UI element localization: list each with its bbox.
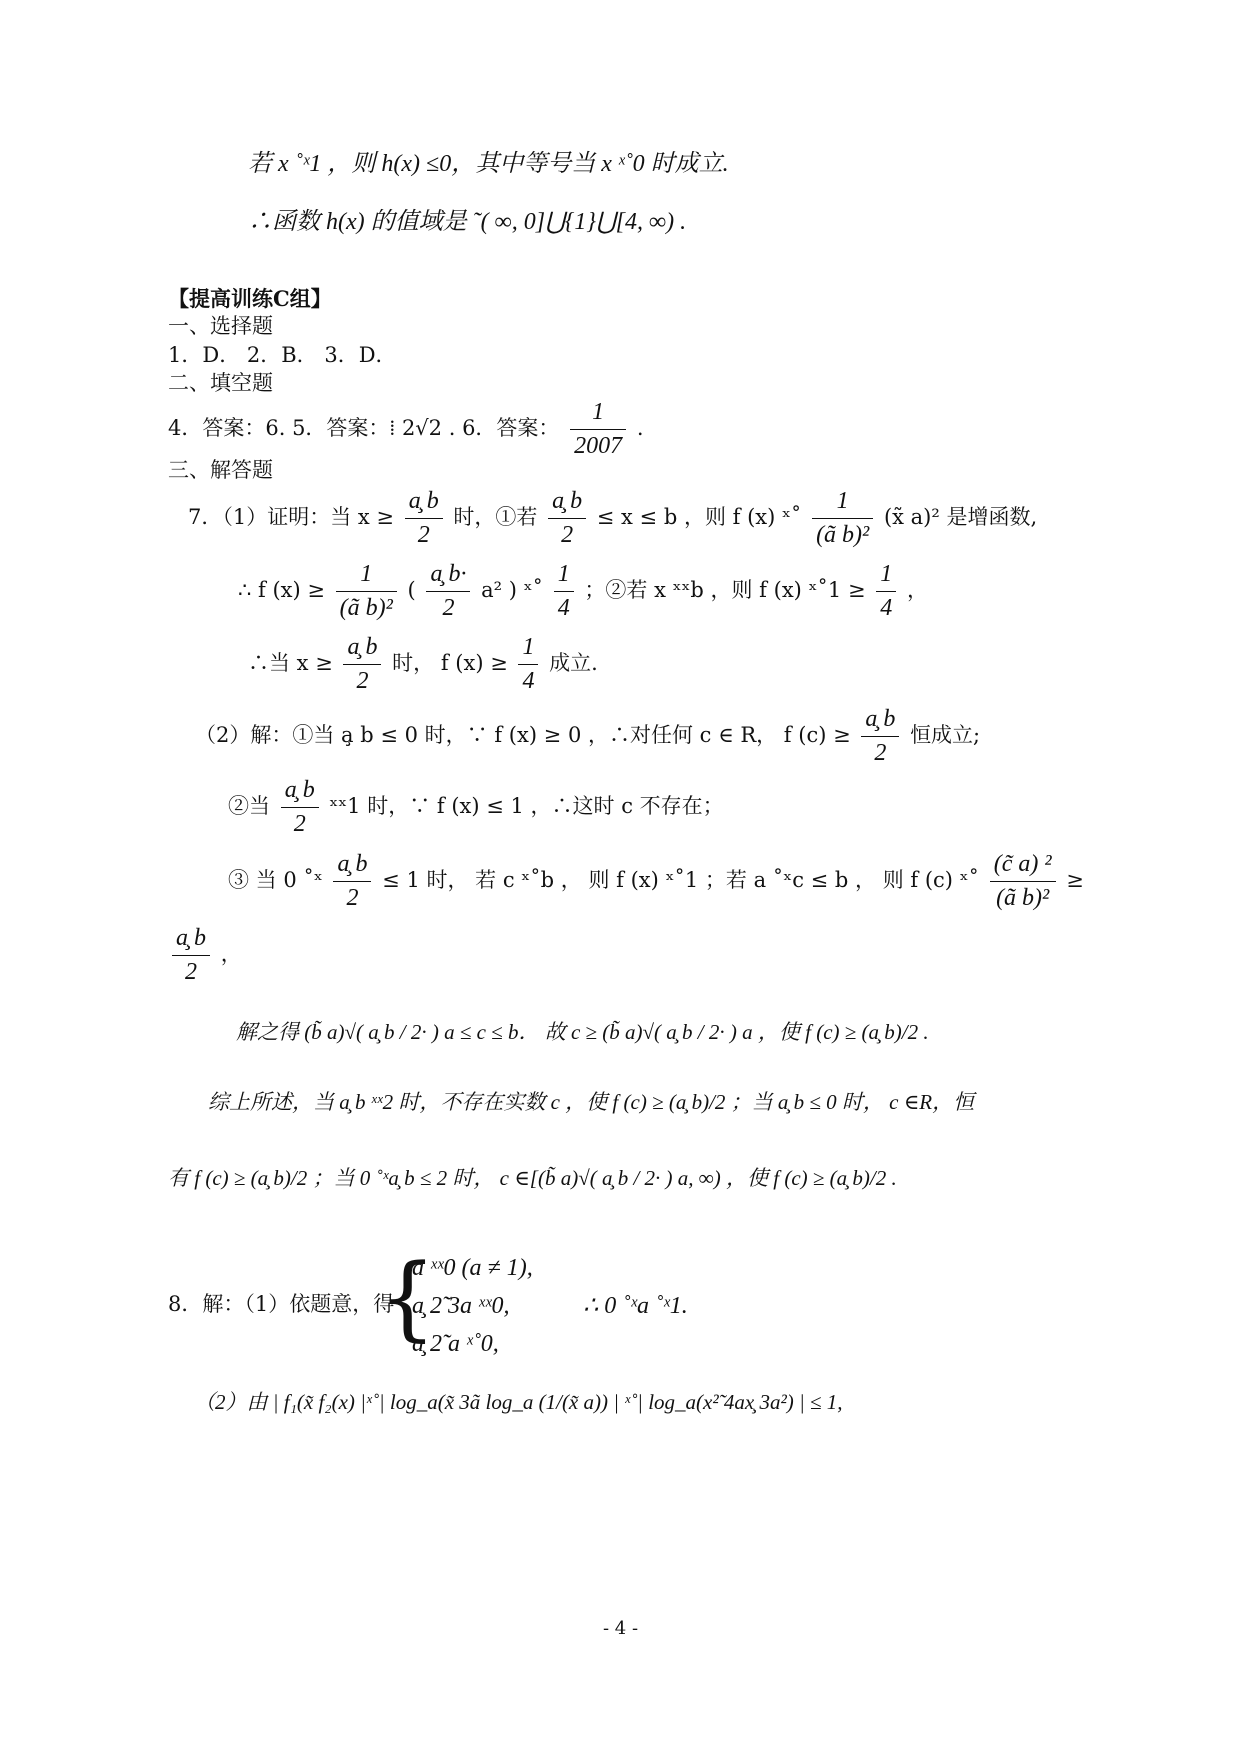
text: 时，①若 [453, 504, 538, 529]
text: ≤ x ≤ b ，则 f (x) ˣ˚ [596, 504, 802, 529]
text: ∴ f (x) ≥ [238, 577, 325, 602]
den: (ã b)² [996, 884, 1050, 911]
fraction [548, 487, 586, 550]
text: ②当 [228, 793, 270, 818]
den: 2 [561, 521, 574, 548]
text: （2）解：①当 a̧ b ≤ 0 时，∵ f (x) ≥ 0 ，∴对任何 c ∈ R， f (c) ≥ [195, 722, 851, 747]
text: 7．（1）证明：当 x ≥ [188, 504, 395, 529]
text: ≥ [1066, 867, 1084, 892]
answers-part-2-text: 4．答案：6. 5．答案：⁞ 2√2 . 6．答案： [168, 415, 560, 440]
num: a̧ b [861, 705, 899, 737]
den: 4 [522, 667, 535, 694]
q7-line-7 [168, 924, 242, 987]
num: a̧ b [548, 487, 586, 519]
num: a̧ b [405, 487, 443, 519]
num: a̧ b [343, 633, 381, 665]
text: ， [906, 577, 928, 602]
fraction [861, 705, 899, 768]
q7-line-3 [248, 633, 598, 696]
q7-line-8: 解之得 (b̃ a)√( a̧ b / 2· ) a ≤ c ≤ b． 故 c ≥ (b̃ a)√( a̧ b / 2· ) a ，使 f (c) ≥ (a̧ b)/2 . [236, 1020, 929, 1044]
text: ③ 当 0 ˚ˣ [228, 867, 323, 892]
text: ˣˣ1 时，∵ f (x) ≤ 1 ，∴这时 c 不存在； [329, 793, 724, 818]
text: 恒成立; [910, 722, 981, 747]
answer-6-fraction [570, 398, 626, 461]
q7-line-5 [228, 776, 724, 839]
fraction [172, 924, 210, 987]
fraction [554, 560, 574, 623]
den: 2 [293, 810, 306, 837]
num: 1 [336, 560, 397, 592]
text: ≤ 1 时， 若 c ˣ˚b ， 则 f (x) ˣ˚1 ；若 a ˚ˣc ≤ b ， 则 f (c) ˣ˚ [382, 867, 980, 892]
num: a̧ b [333, 850, 371, 882]
num: a̧ b [281, 776, 319, 808]
q8-conclusion: ∴ 0 ˚ˣa ˚ˣ1. [583, 1293, 688, 1319]
q8-case-3: a̧ 2̃ a ˣ˚0, [412, 1331, 499, 1357]
fraction [281, 776, 319, 839]
den: (ã b)² [339, 594, 393, 621]
text: ∴当 x ≥ [248, 650, 333, 675]
num: 1 [812, 487, 873, 519]
q7-line-4 [195, 705, 980, 768]
q8-case-1: a ˣˣ0 (a ≠ 1), [412, 1255, 533, 1281]
den: 2 [417, 521, 430, 548]
text: 成立. [549, 650, 598, 675]
den: 2 [346, 884, 359, 911]
part-2-heading: 二、填空题 [168, 371, 273, 395]
q7-line-6 [228, 850, 1084, 913]
q8-label: 8．解：（1）依题意，得 [168, 1292, 395, 1316]
q7-line-10: 有 f (c) ≥ (a̧ b)/2 ；当 0 ˚ˣa̧ b ≤ 2 时， c ∈[(b̃ a)√( a̧ b / 2· ) a, ∞) ，使 f (c) ≥ (a̧ b)/2 . [168, 1166, 897, 1190]
fraction [343, 633, 381, 696]
text: ( [407, 577, 416, 602]
num: a̧ b [172, 924, 210, 956]
fraction [990, 850, 1056, 913]
part-3-heading: 三、解答题 [168, 458, 273, 482]
den: 2 [185, 958, 197, 985]
answers-part-1: 1．D． 2．B． 3．D． [168, 343, 397, 367]
answers-part-2-end: . [636, 415, 644, 440]
text: a² ) ˣ˚ [481, 577, 544, 602]
part-1-heading: 一、选择题 [168, 314, 273, 338]
q8-line-2: （2）由 | f₁(x̃ f₂(x) |ˣ˚| log_a(x̃ 3ã log_a (1/(x̃ a)) | ˣ˚| log_a(x²̃ 4ax̧ 3a²) | ≤ 1, [194, 1390, 843, 1414]
num: a̧ b· [426, 560, 470, 592]
fraction [333, 850, 371, 913]
page-number: - 4 - [602, 1618, 639, 1639]
text: ；②若 x ˣˣb ，则 f (x) ˣ˚1 ≥ [584, 577, 866, 602]
den: 2 [442, 594, 455, 621]
answers-part-2 [168, 398, 644, 461]
num: 1 [876, 560, 896, 592]
q7-line-1 [188, 487, 1037, 550]
den: 2 [874, 739, 887, 766]
fraction [405, 487, 443, 550]
den: 4 [557, 594, 570, 621]
text: 时， f (x) ≥ [392, 650, 508, 675]
fraction [876, 560, 896, 623]
text: (x̃ a)² 是增函数, [883, 504, 1038, 529]
text: ， [220, 941, 242, 966]
q7-line-2 [238, 560, 928, 623]
fraction [426, 560, 470, 623]
q8-brace: { [378, 1244, 437, 1351]
den: 4 [880, 594, 893, 621]
num: 1 [518, 633, 538, 665]
den: 2 [356, 667, 369, 694]
fraction [336, 560, 397, 623]
num: 1 [554, 560, 574, 592]
section-heading: 【提高训练C组】 [168, 286, 332, 311]
num: (c̃ a) ² [990, 850, 1056, 882]
q8-case-2: a̧ 2̃ 3a ˣˣ0, [412, 1293, 510, 1319]
fraction-numerator: 1 [570, 398, 626, 430]
den: (ã b)² [816, 521, 870, 548]
fraction-denominator: 2007 [574, 432, 623, 459]
fraction [812, 487, 873, 550]
fraction [518, 633, 538, 696]
q7-line-9: 综上所述，当 a̧ b ˣˣ2 时，不存在实数 c ，使 f (c) ≥ (a̧ b)/2 ；当 a̧ b ≤ 0 时， c ∈R，恒 [208, 1090, 975, 1114]
line-2: ∴函数 h(x) 的值域是 ˜( ∞, 0]⋃{1}⋃[4, ∞) . [248, 209, 687, 235]
line-1: 若 x ˚ˣ1 ，则 h(x) ≤0，其中等号当 x ˣ˚0 时成立. [248, 151, 729, 177]
